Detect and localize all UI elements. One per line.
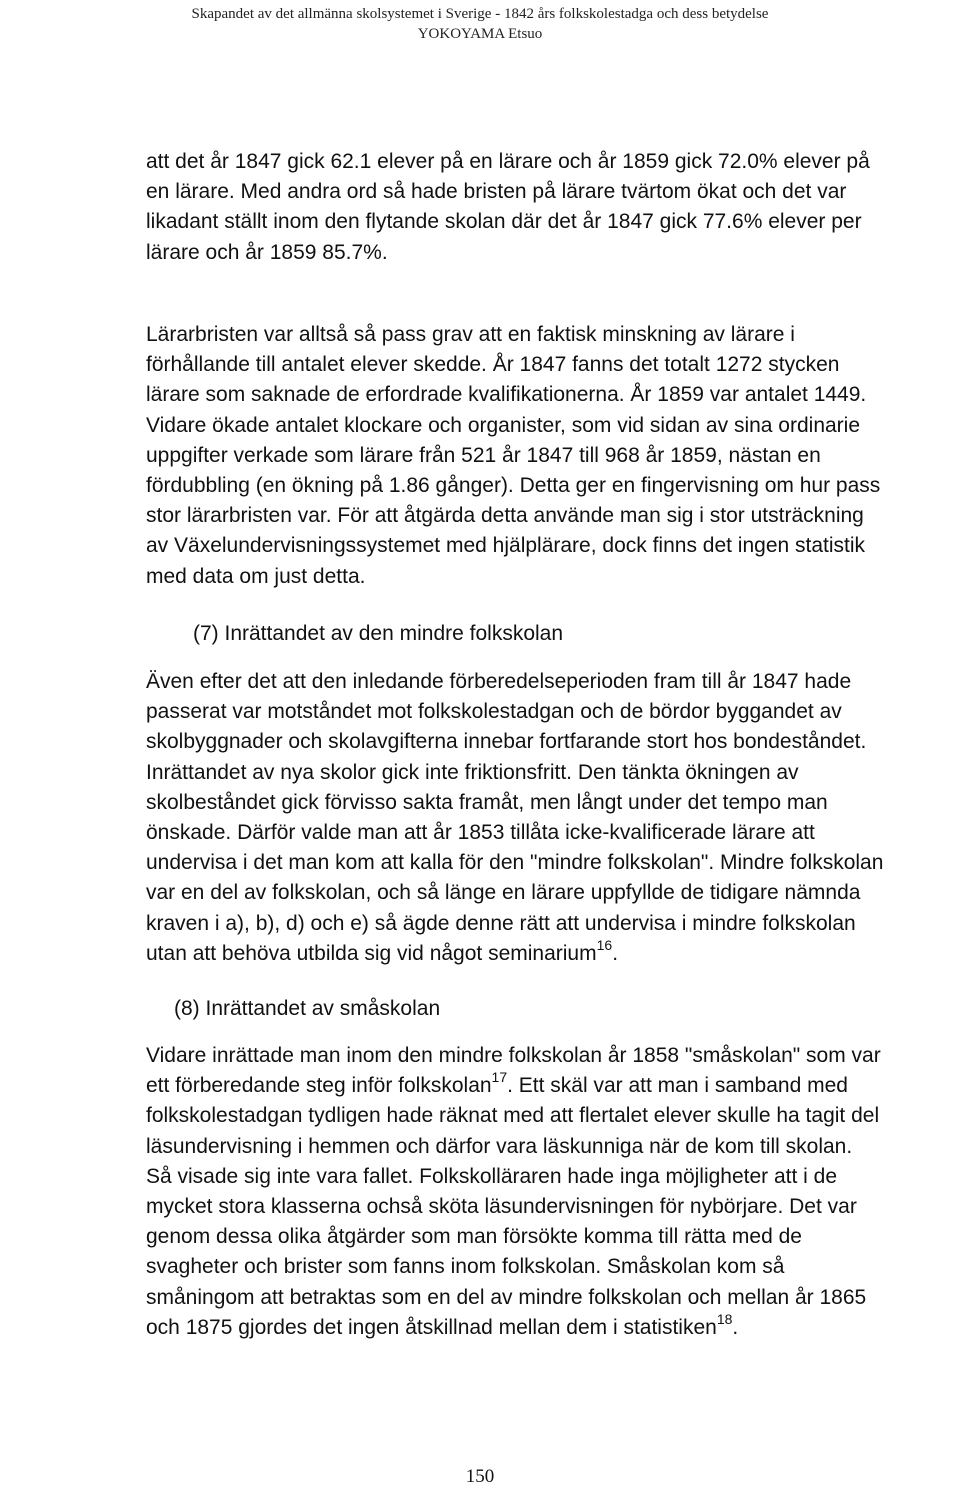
header-author: YOKOYAMA Etsuo xyxy=(417,26,543,42)
text-fragment: . xyxy=(732,1315,739,1339)
text-line: mycket stora klasserna ochså sköta läsundervisningen för nybörjare. Det var xyxy=(146,1195,857,1219)
page-number: 150 xyxy=(465,1466,495,1487)
text-fragment: . xyxy=(612,941,619,965)
text-line: skolbyggnader och skolavgifterna innebar fortfarande stort hos bondeståndet. xyxy=(146,730,867,754)
text-line: lärare och år 1859 85.7%. xyxy=(146,240,388,264)
text-line: Vidare ökade antalet klockare och organister, som vid sidan av sina ordinarie xyxy=(146,413,861,437)
header-title: Skapandet av det allmänna skolsystemet i Sverige - 1842 års folkskolestadga och dess betydelse xyxy=(191,6,769,22)
text-fragment: ett förberedande steg inför folkskolan xyxy=(146,1074,492,1098)
paragraph-smaskolan xyxy=(146,1041,956,1343)
text-line: folkskolestadgan tydligen hade räknat med att flertalet elever skulle ha tagit del xyxy=(146,1104,880,1128)
paragraph-teacher-shortage xyxy=(146,320,956,592)
text-line: förhållande till antalet elever skedde. År 1847 fanns det totalt 1272 stycken xyxy=(146,353,840,377)
text-line: fördubbling (en ökning på 1.86 gånger). Detta ger en fingervisning om hur pass xyxy=(146,474,881,498)
text-line: småningom att betraktas som en del av mindre folkskolan och mellan år 1865 xyxy=(146,1285,867,1309)
footnote-marker-17: 17 xyxy=(491,1069,508,1086)
text-line: genom dessa olika åtgärder som man försökte komma till rätta med de xyxy=(146,1225,802,1249)
text-line: önskade. Därför valde man att år 1853 tillåta icke-kvalificerade lärare att xyxy=(146,821,815,845)
text-line: Vidare inrättade man inom den mindre folkskolan år 1858 "småskolan" som var xyxy=(146,1044,881,1067)
text-line: med data om just detta. xyxy=(146,564,366,588)
text-line: läsundervisning i hemmen och därfor vara läskunniga när de kom till skolan. xyxy=(146,1134,853,1158)
text-fragment: . Ett skäl var att man i samband med xyxy=(507,1074,848,1098)
text-line: kraven i a), b), d) och e) så ägde denne rätt att undervisa i mindre folkskolan xyxy=(146,911,856,935)
text-line: var en del av folkskolan, och så länge en lärare uppfyllde de tidigare nämnda xyxy=(146,881,861,905)
text-line: Lärarbristen var alltså så pass grav att en faktisk minskning av lärare i xyxy=(146,323,795,346)
section-heading-8: (8) Inrättandet av småskolan xyxy=(174,997,441,1020)
text-line: en lärare. Med andra ord så hade bristen på lärare tvärtom ökat och det var xyxy=(146,180,847,204)
footnote-marker-18: 18 xyxy=(716,1310,733,1327)
text-line: att det år 1847 gick 62.1 elever på en lärare och år 1859 gick 72.0% elever på xyxy=(146,150,870,173)
text-line: undervisa i det man kom att kalla för den "mindre folkskolan". Mindre folkskolan xyxy=(146,851,884,875)
text-fragment: och 1875 gjordes det ingen åtskillnad mellan dem i statistiken xyxy=(146,1315,717,1339)
text-line: Så visade sig inte vara fallet. Folkskollärаren hade inga möjligheter att i de xyxy=(146,1164,838,1188)
text-line: passerat var motståndet mot folkskolestadgan och de bördor byggandet av xyxy=(146,700,842,724)
text-line: skolbeståndet gick förvisso sakta framåt, men långt under det tempo man xyxy=(146,790,828,814)
text-line xyxy=(146,1310,956,1343)
footnote-marker-16: 16 xyxy=(596,936,613,953)
paragraph-mindre-folkskolan xyxy=(146,667,956,969)
text-line: av Växelundervisningssystemet med hjälplärare, dock finns det ingen statistik xyxy=(146,534,866,558)
text-line: Inrättandet av nya skolor gick inte friktionsfritt. Den tänkta ökningen av xyxy=(146,760,799,784)
section-heading-7: (7) Inrättandet av den mindre folkskolan xyxy=(193,622,564,645)
text-line: Även efter det att den inledande förberedelseperioden fram till år 1847 hade xyxy=(146,670,852,693)
running-header xyxy=(0,4,960,44)
text-line: likadant ställt inom den flytande skolan där det år 1847 gick 77.6% elever per xyxy=(146,210,862,234)
text-line xyxy=(146,1071,956,1101)
text-line: lärare som saknade de erfordrade kvalifikationerna. År 1859 var antalet 1449. xyxy=(146,383,867,407)
text-line xyxy=(146,936,956,969)
text-line: uppgifter verkade som lärare från 521 år 1847 till 968 år 1859, nästan en xyxy=(146,443,821,467)
text-fragment: utan att behöva utbilda sig vid något seminarium xyxy=(146,941,597,965)
paragraph-teacher-ratio xyxy=(146,147,956,268)
text-line: stor lärarbristen var. För att åtgärda detta använde man sig i stor utsträckning xyxy=(146,504,864,528)
text-line: svagheter och brister som fanns inom folkskolan. Småskolan kom så xyxy=(146,1255,785,1279)
